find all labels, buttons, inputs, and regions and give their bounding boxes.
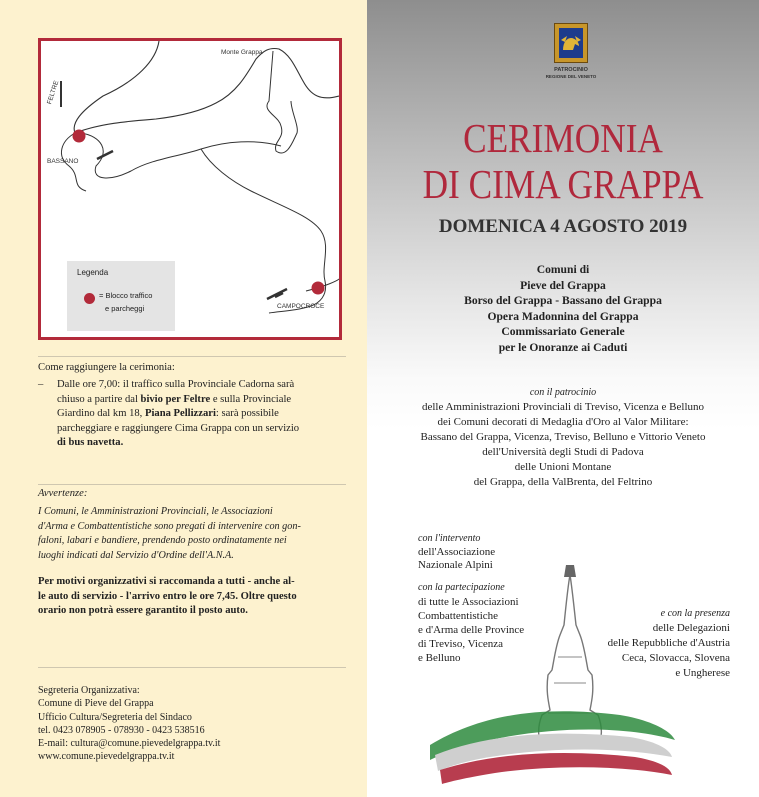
directions-dash: – xyxy=(38,379,44,390)
divider xyxy=(38,356,346,357)
participation: con la partecipazione di tutte le Associazioni Combattentistiche e d'Arma delle Province di Treviso, Vicenza e Belluno xyxy=(418,582,525,664)
legend-title: Legenda xyxy=(77,268,109,277)
map-label-campocroce: CAMPOCROCE xyxy=(277,303,325,310)
warning-heading: Avvertenze: xyxy=(38,488,88,499)
map-legend xyxy=(67,261,175,331)
contact-email: E-mail: cultura@comune.pievedelgrappa.tv.it xyxy=(38,738,221,750)
logo-caption-1: PATROCINIO xyxy=(554,67,588,73)
legend-text-1: = Blocco traffico xyxy=(99,291,153,300)
monument-tricolor-illustration xyxy=(420,565,680,785)
divider xyxy=(38,484,346,485)
contact-line: Segreteria Organizzativa: xyxy=(38,685,140,696)
left-panel xyxy=(0,0,367,797)
regione-veneto-lion-logo xyxy=(554,23,588,63)
directions-text: Dalle ore 7,00: il traffico sulla Provinciale Cadorna sarà chiuso a partire dal bivio per Feltre e sulla Provinciale Giardino dal km 18, Piana Pellizzari: sarà possibile parcheggiare e raggiungere Cima Grappa con un servizio di bus navetta. xyxy=(57,379,300,448)
logo-caption-2: REGIONE DEL VENETO xyxy=(545,74,597,79)
contact-line: Ufficio Cultura/Segreteria del Sindaco xyxy=(38,711,192,723)
warning-text: I Comuni, le Amministrazioni Provinciali, le Associazioni d'Arma e Combattentistiche sono pregati di intervenire con gon- faloni, labari e bandiere, prendendo posto ordinatamente nei luoghi indicati dal Servizio d'Ordine dell'A.N.A. xyxy=(38,506,301,561)
map-label-bassano: BASSANO xyxy=(47,158,79,165)
main-title-line-1: CERIMONIA xyxy=(463,115,663,161)
presence: e con la presenza delle Delegazioni delle Repubbliche d'Austria Ceca, Slovacca, Slovena e Ungherese xyxy=(607,608,730,679)
legend-dot-icon xyxy=(84,293,95,304)
main-title-line-2: DI CIMA GRAPPA xyxy=(422,161,704,207)
warning-bold-text: Per motivi organizzativi si raccomanda a tutti - anche al- le auto di servizio - l'arrivo entro le ore 7,45. Oltre questo orario non potrà essere garantito il posto auto. xyxy=(38,576,297,616)
contact-line: tel. 0423 078905 - 078930 - 0423 538516 xyxy=(38,724,205,736)
patronage: con il patrocinio delle Amministrazioni Provinciali di Treviso, Vicenza e Belluno dei Comuni decorati di Medaglia d'Oro al Valor Militare: Bassano del Grappa, Vicenza, Treviso, Belluno e Vittorio Veneto dell'Università degli Studi di Padova delle Unioni Montane del Grappa, della ValBrenta, del Feltrino xyxy=(420,387,706,488)
contact-website: www.comune.pievedelgrappa.tv.it xyxy=(38,751,175,763)
map-label-feltre: FELTRE xyxy=(46,79,61,106)
legend-text-2: e parcheggi xyxy=(105,304,145,313)
divider xyxy=(38,667,346,668)
intervention: con l'intervento dell'Associazione Nazionale Alpini xyxy=(418,533,496,571)
event-date: DOMENICA 4 AGOSTO 2019 xyxy=(438,216,688,237)
route-map xyxy=(38,38,342,340)
map-label-monte-grappa: Monte Grappa xyxy=(221,49,263,56)
contact-block xyxy=(38,684,220,764)
directions-heading: Come raggiungere la cerimonia: xyxy=(38,362,175,373)
contact-line: Comune di Pieve del Grappa xyxy=(38,698,154,710)
organizers: Comuni di Pieve del Grappa Borso del Grappa - Bassano del Grappa Opera Madonnina del Grappa Commissariato Generale per le Onoranze ai Caduti xyxy=(464,263,662,354)
